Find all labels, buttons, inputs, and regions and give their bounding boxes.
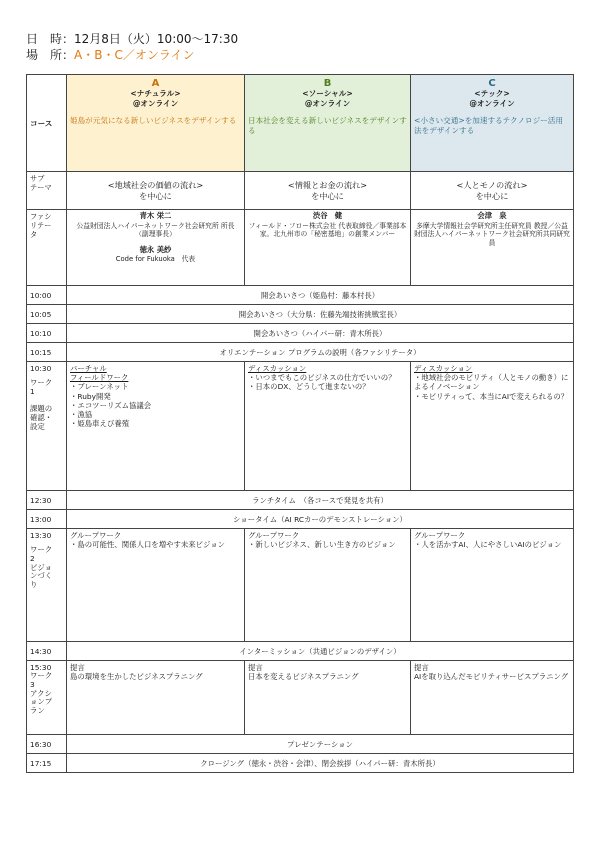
work1-b: [245, 362, 411, 491]
facilitator-c-name1: 会津 泉: [477, 211, 507, 220]
facilitator-a: [67, 210, 245, 286]
row-1015: [27, 343, 574, 362]
work1-a-head1: バーチャル: [70, 364, 107, 373]
work3-b-body: 日本を変えるビジネスプラニング: [248, 672, 359, 682]
row-1010: [27, 324, 574, 343]
time-1430: 14:30: [27, 642, 67, 661]
work1-b-head: ディスカッション: [248, 364, 307, 373]
date-line: [26, 32, 238, 47]
work2-b: [245, 529, 411, 642]
row-1030: [27, 362, 574, 491]
time-1230: 12:30: [27, 491, 67, 510]
time-1015: 10:15: [27, 343, 67, 362]
event-1005: 開会あいさつ（大分県：佐藤先端技術挑戦室長）: [67, 305, 574, 324]
event-1630: プレゼンテーション: [67, 735, 574, 754]
work3-c: [411, 661, 574, 735]
course-b-letter: B: [323, 78, 332, 89]
time-1330: 13:30: [30, 531, 52, 540]
work2-b-body: ・新しいビジネス、新しい生き方のビジョン: [248, 540, 396, 550]
row-1005: [27, 305, 574, 324]
work2-a: [67, 529, 245, 642]
course-c-letter: C: [488, 78, 496, 89]
date-label: 日 時：: [26, 32, 75, 46]
work1-a-body: ・ブレーンネット ・Ruby開発 ・エコツーリズム協議会 ・漁協 ・姫島車えび養殖: [70, 382, 152, 429]
course-row: [27, 75, 574, 172]
work2-c-body: ・人を活かすAI、人にやさしいAIのビジョン: [414, 540, 562, 550]
work2-sub: ワーク 2 ビジョ ンづく り: [30, 545, 53, 590]
work3-c-head: 提言: [414, 663, 429, 672]
work1-c: [411, 362, 574, 491]
facilitator-c-aff1: 多摩大学情報社会学研究所主任研究員 教授／公益財団法人ハイパーネットワーク社会研究所共同研究員: [414, 221, 570, 247]
work1-label: [27, 362, 67, 491]
course-a-letter: A: [151, 78, 160, 89]
time-1530: 15:30: [30, 663, 52, 672]
facilitator-a-name2: 徳永 美紗: [139, 244, 172, 254]
work3-sub: ワーク 3 アクシ ョンプ ラン: [30, 671, 53, 716]
facilitator-b-aff1: フィールド・フロー株式会社 代表取締役／事業部本家。北九州市の「秘密基地」の創業メンバー: [248, 221, 407, 238]
time-1300: 13:00: [27, 510, 67, 529]
facilitator-c: [411, 210, 574, 286]
row-1000: [27, 286, 574, 305]
event-1230: ランチタイム （各コースで発見を共有）: [67, 491, 574, 510]
facilitator-a-aff1: 公益財団法人ハイパーネットワーク社会研究所 所長（副理事長）: [76, 221, 235, 238]
date-value: 12月8日（火）10:00～17:30: [74, 32, 239, 46]
time-1030: 10:30: [30, 364, 52, 373]
facilitator-b: [245, 210, 411, 286]
row-1230: [27, 491, 574, 510]
time-1715: 17:15: [27, 754, 67, 773]
course-b-name: <ソーシャル>: [302, 89, 353, 98]
time-1000: 10:00: [27, 286, 67, 305]
row-1300: [27, 510, 574, 529]
row-1330: [27, 529, 574, 642]
event-1015: オリエンテーション プログラムの説明（各ファシリテータ）: [67, 343, 574, 362]
work3-c-body: AIを取り込んだモビリティサービスプラニング: [414, 672, 569, 682]
course-a-name: <ナチュラル>: [130, 89, 181, 98]
course-a: [67, 75, 245, 172]
course-label: コース: [27, 75, 67, 172]
course-c-desc: <小さい交通>を加速するテクノロジー活用法をデザインする: [414, 116, 563, 135]
work1-a: [67, 362, 245, 491]
course-b: [245, 75, 411, 172]
facilitator-label: ファシ リテー タ: [27, 210, 67, 286]
work1-b-body: ・いつまでもこのビジネスの仕方でいいの？ ・日本のDX、どうして進まないの？: [248, 373, 396, 392]
work2-a-body: ・島の可能性、関係人口を増やす未来ビジョン: [70, 540, 226, 550]
work2-c: [411, 529, 574, 642]
row-1630: [27, 735, 574, 754]
event-1300: ショータイム（AI RCカーのデモンストレーション）: [67, 510, 574, 529]
subtheme-label: サブ テーマ: [27, 172, 67, 210]
row-1530: [27, 661, 574, 735]
work2-a-head: グループワーク: [70, 531, 122, 540]
work3-a: [67, 661, 245, 735]
work2-b-head: グループワーク: [248, 531, 300, 540]
work3-b-head: 提言: [248, 663, 263, 672]
event-1010: 開会あいさつ（ハイパー研：青木所長）: [67, 324, 574, 343]
event-1000: 開会あいさつ（姫島村：藤本村長）: [67, 286, 574, 305]
subtheme-row: [27, 172, 574, 210]
schedule-table: [26, 74, 574, 773]
time-1010: 10:10: [27, 324, 67, 343]
work3-label: [27, 661, 67, 735]
work3-a-head: 提言: [70, 663, 85, 672]
work1-sub: ワーク 1 課題の 確認・ 設定: [30, 378, 53, 431]
place-label: 場 所：: [26, 48, 75, 62]
course-a-desc: 姫島が元気になる新しいビジネスをデザインする: [70, 116, 237, 125]
course-c-mode: @オンライン: [469, 98, 515, 108]
work3-b: [245, 661, 411, 735]
work1-c-head: ディスカッション: [414, 364, 473, 373]
work2-label: [27, 529, 67, 642]
event-1430: インターミッション（共通ビジョンのデザイン）: [67, 642, 574, 661]
subtheme-c: <人とモノの流れ> を中心に: [411, 172, 574, 210]
subtheme-b: <情報とお金の流れ> を中心に: [245, 172, 411, 210]
work2-c-head: グループワーク: [414, 531, 466, 540]
time-1005: 10:05: [27, 305, 67, 324]
row-1715: [27, 754, 574, 773]
work1-c-body: ・地域社会のモビリティ（人とモノの動き）によるイノベーション ・モビリティって、本当にAIで変えられるの？: [414, 373, 569, 401]
facilitator-a-name1: 青木 栄二: [139, 211, 172, 220]
time-1630: 16:30: [27, 735, 67, 754]
course-b-desc: 日本社会を変える新しいビジネスをデザインする: [248, 116, 407, 135]
event-1715: クロージング（徳永・渋谷・会津）、閉会挨拶（ハイパー研：青木所長）: [67, 754, 574, 773]
row-1430: [27, 642, 574, 661]
subtheme-a: <地域社会の価値の流れ> を中心に: [67, 172, 245, 210]
facilitator-a-aff2: Code for Fukuoka 代表: [115, 255, 196, 263]
facilitator-b-name1: 渋谷 健: [312, 211, 343, 220]
place-value: A・B・C／オンライン: [74, 48, 195, 62]
work1-a-head2: フィールドワーク: [70, 373, 129, 383]
course-b-mode: @オンライン: [304, 98, 351, 108]
work3-a-body: 島の環境を生かしたビジネスプラニング: [70, 672, 203, 682]
course-a-mode: @オンライン: [132, 98, 179, 108]
place-line: [26, 48, 194, 63]
course-c-name: <テック>: [474, 89, 510, 98]
facilitator-row: [27, 210, 574, 286]
course-c: [411, 75, 574, 172]
